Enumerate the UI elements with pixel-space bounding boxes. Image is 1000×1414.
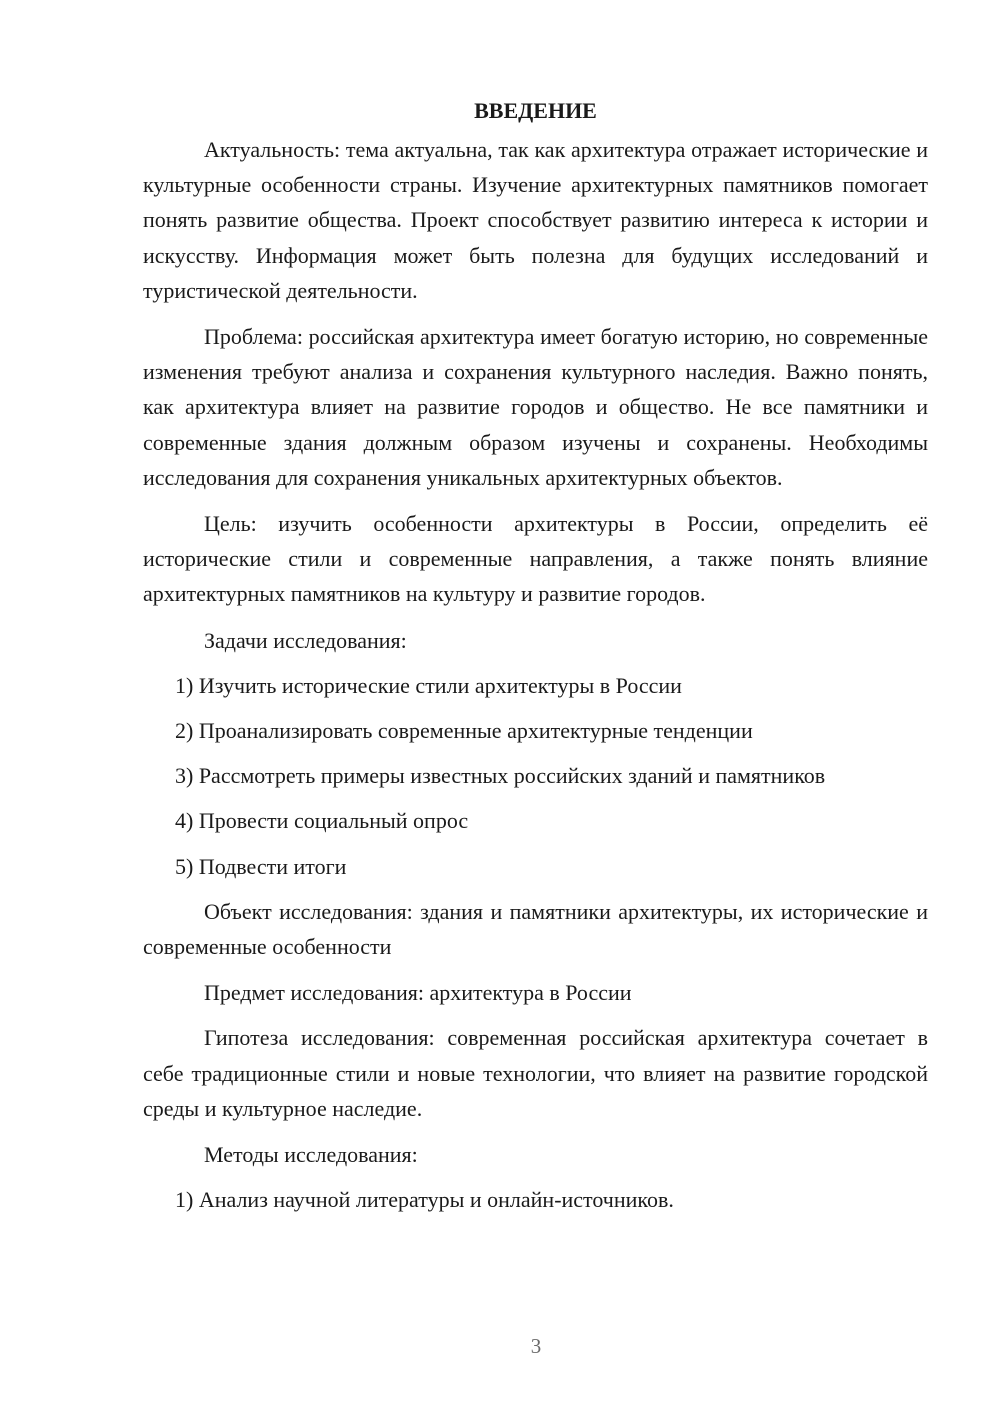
subject-paragraph: Предмет исследования: архитектура в России — [204, 980, 632, 1006]
page-title: ВВЕДЕНИЕ — [474, 98, 597, 123]
document-page — [143, 96, 928, 1227]
list-item: 3) Рассмотреть примеры известных российских зданий и памятников — [175, 763, 826, 789]
problem-paragraph: Проблема: российская архитектура имеет богатую историю, но современные изменения требуют анализа и сохранения культурного наследия. Важно понять, как архитектура влияет на развитие городов и общество. Не все памятники и современные здания должным образом изучены и сохранены. Необходимы исследования для сохранения уникальных архитектурных объектов. — [143, 324, 928, 490]
tasks-list — [143, 668, 928, 884]
list-item: 1) Изучить исторические стили архитектуры в России — [175, 672, 682, 698]
goal-paragraph: Цель: изучить особенности архитектуры в России, определить её исторические стили и современные направления, а также понять влияние архитектурных памятников на культуру и развитие городов. — [143, 511, 928, 607]
list-item: 4) Провести социальный опрос — [175, 808, 469, 834]
page-number: 3 — [530, 1334, 542, 1358]
methods-list — [143, 1182, 928, 1217]
list-item: 5) Подвести итоги — [175, 853, 347, 879]
relevance-paragraph: Актуальность: тема актуальна, так как архитектура отражает исторические и культурные особенности страны. Изучение архитектурных памятников помогает понять развитие общества. Проект способствует развитию интереса к истории и искусству. Информация может быть полезна для будущих исследований и туристической деятельности. — [143, 137, 928, 303]
hypothesis-paragraph: Гипотеза исследования: современная российская архитектура сочетает в себе традиционные стили и новые технологии, что влияет на развитие городской среды и культурное наследие. — [143, 1025, 928, 1121]
methods-title: Методы исследования: — [204, 1142, 418, 1168]
list-item: 2) Проанализировать современные архитектурные тенденции — [175, 718, 753, 744]
object-paragraph: Объект исследования: здания и памятники архитектуры, их исторические и современные особенности — [143, 898, 928, 960]
tasks-title: Задачи исследования: — [204, 627, 407, 653]
list-item: 1) Анализ научной литературы и онлайн-источников. — [175, 1187, 674, 1213]
